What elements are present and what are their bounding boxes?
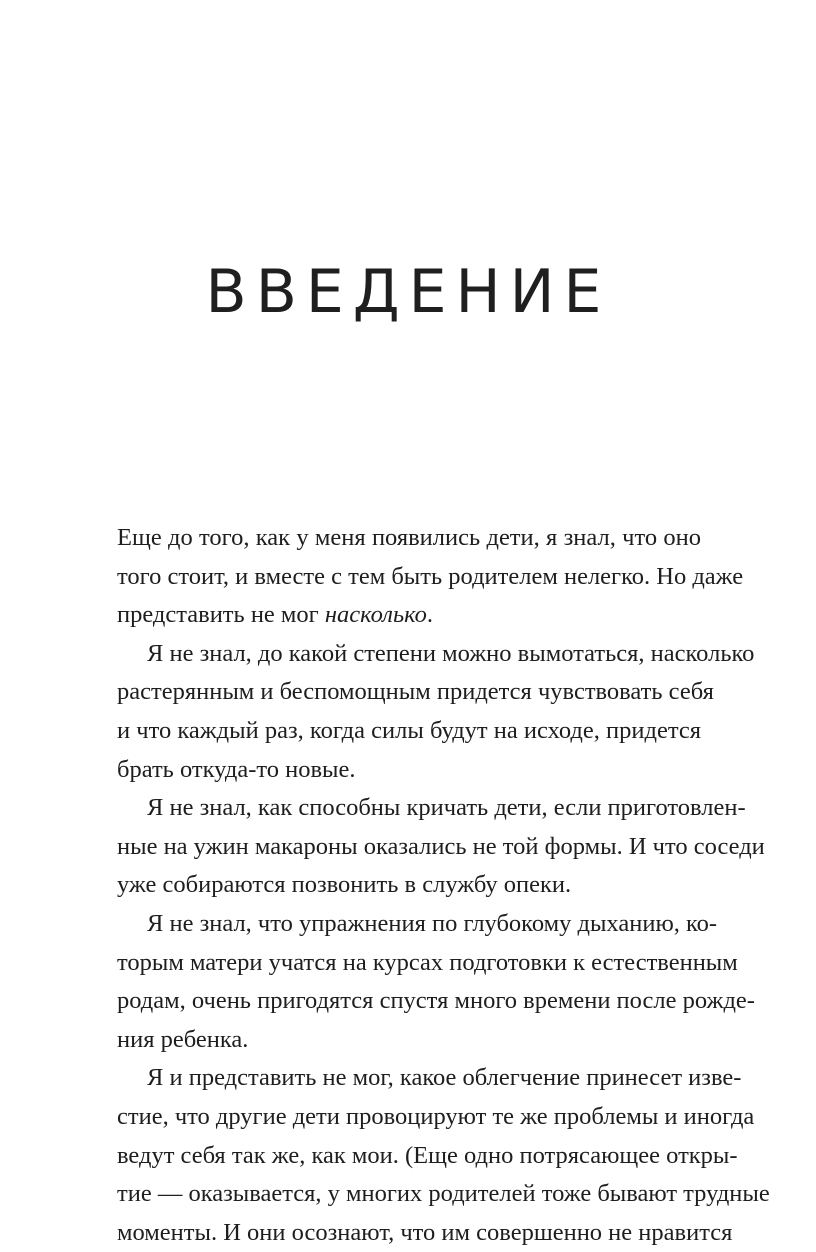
chapter-title: ВВЕДЕНИЕ — [205, 257, 611, 327]
text-line: Я не знал, до какой степени можно вымотаться, насколько — [147, 639, 755, 667]
text-line: стие, что другие дети провоцируют те же проблемы и иногда — [117, 1102, 755, 1130]
text-run: представить не мог — [117, 601, 325, 629]
paragraph-4 — [117, 905, 755, 1059]
text-line: ния ребенка. — [117, 1025, 249, 1053]
text-line: и что каждый раз, когда силы будут на исходе, придется — [117, 716, 701, 744]
paragraph-5 — [117, 1059, 770, 1252]
text-line — [117, 596, 701, 635]
text-line: тие — оказывается, у многих родителей тоже бывают трудные — [117, 1180, 770, 1208]
text-line: торым матери учатся на курсах подготовки к естественным — [117, 948, 738, 976]
text-line: Я и представить не мог, какое облегчение принесет изве- — [147, 1064, 742, 1092]
text-line: Еще до того, как у меня появились дети, я знал, что оно — [117, 524, 701, 551]
emphasis-word: насколько — [324, 601, 427, 629]
text-line: уже собираются позвонить в службу опеки. — [117, 871, 572, 899]
paragraph-3 — [117, 789, 765, 905]
text-line: Я не знал, что упражнения по глубокому дыханию, ко- — [147, 909, 718, 937]
text-line: брать откуда-то новые. — [117, 755, 356, 783]
text-run: . — [426, 601, 434, 629]
text-line: моменты. И они осознают, что им совершенно не нравится — [117, 1218, 733, 1246]
text-line: родам, очень пригодятся спустя много времени после рожде- — [117, 987, 755, 1015]
text-line: растерянным и беспомощным придется чувствовать себя — [117, 678, 714, 706]
body-text — [117, 519, 770, 1252]
paragraph-1 — [117, 519, 744, 635]
paragraph-2 — [117, 635, 755, 789]
text-line: ведут себя так же, как мои. (Еще одно потрясающее откры- — [117, 1141, 738, 1169]
text-line: ные на ужин макароны оказались не той формы. И что соседи — [117, 832, 765, 860]
text-line: того стоит, и вместе с тем быть родителем нелегко. Но даже — [117, 562, 744, 590]
text-line: Я не знал, как способны кричать дети, если приготовлен- — [147, 794, 746, 822]
